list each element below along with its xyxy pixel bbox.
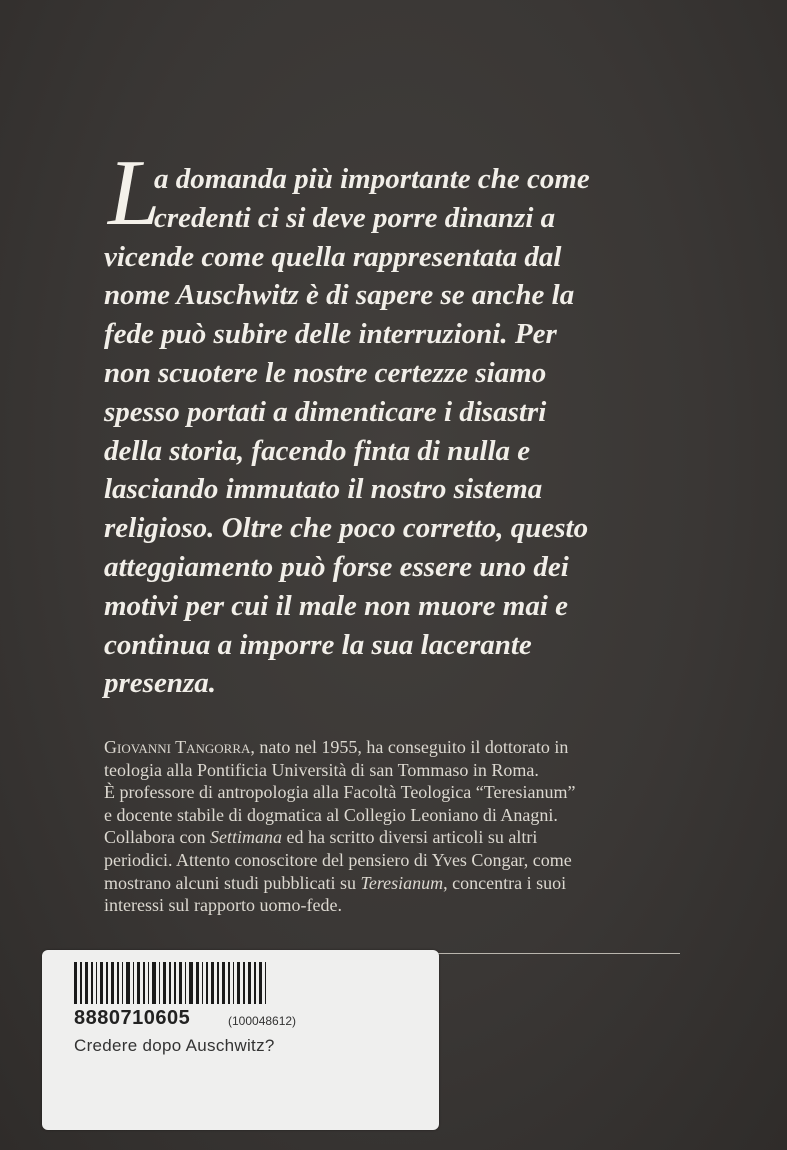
barcode-bar <box>265 962 267 1004</box>
bio-line: interessi sul rapporto uomo-fede. <box>104 895 342 916</box>
barcode-bar <box>202 962 204 1004</box>
barcode-bar <box>96 962 98 1004</box>
barcode-bar <box>122 962 124 1004</box>
barcode-bar <box>117 962 119 1004</box>
barcode-bar <box>137 962 140 1004</box>
quote-line: vicende come quella rappresentata dal <box>104 240 562 273</box>
barcode-bar <box>237 962 240 1004</box>
barcode-bar <box>259 962 262 1004</box>
barcode-bar <box>211 962 214 1004</box>
quote-line: della storia, facendo finta di nulla e <box>104 434 531 467</box>
barcode-bar <box>248 962 251 1004</box>
quote-line: motivi per cui il male non muore mai e <box>104 589 568 622</box>
quote-line: fede può subire delle interruzioni. Per <box>104 318 557 351</box>
quote-line: spesso portati a dimenticare i disastri <box>104 395 547 428</box>
quote-line: non scuotere le nostre certezze siamo <box>104 356 547 389</box>
barcode-bar <box>74 962 77 1004</box>
author-name: Giovanni Tangorra <box>104 737 251 757</box>
author-bio <box>104 736 684 917</box>
bio-line: periodici. Attento conoscitore del pensiero di Yves Congar, come <box>104 849 572 870</box>
barcode-bar <box>80 962 82 1004</box>
periodical-title: Settimana <box>209 827 282 848</box>
barcode-bar <box>143 962 145 1004</box>
bio-line: teologia alla Pontificia Università di san Tommaso in Roma. <box>104 759 539 780</box>
quote-line: continua a imporre la sua lacerante <box>104 628 532 661</box>
barcode-bar <box>126 962 129 1004</box>
barcode-bar <box>243 962 245 1004</box>
barcode-bar <box>189 962 192 1004</box>
barcode-bar <box>254 962 256 1004</box>
bio-line: mostrano alcuni studi pubblicati su Teresianum, concentra i suoi <box>104 872 567 893</box>
bio-line: Collabora con Settimana ed ha scritto diversi articoli su altri <box>104 827 538 848</box>
stock-code: (100048612) <box>228 1014 297 1028</box>
barcode-bar <box>185 962 187 1004</box>
barcode-bar <box>174 962 176 1004</box>
barcode-bar <box>196 962 199 1004</box>
bio-line: e docente stabile di dogmatica al Collegio Leoniano di Anagni. <box>104 804 558 825</box>
periodical-title: Teresianum <box>360 872 444 893</box>
quote-line: lasciando immutato il nostro sistema <box>104 473 543 506</box>
barcode-bar <box>152 962 155 1004</box>
barcode-bar <box>217 962 219 1004</box>
barcode-bar <box>100 962 103 1004</box>
barcode-bar <box>228 962 230 1004</box>
barcode-bar <box>233 962 235 1004</box>
isbn-number: 8880710605 <box>74 1007 191 1029</box>
barcode-sticker <box>42 950 439 1130</box>
divider-rule <box>436 953 680 954</box>
barcode-bar <box>163 962 166 1004</box>
quote-line: nome Auschwitz è di sapere se anche la <box>104 279 575 312</box>
sticker-title: Credere dopo Auschwitz? <box>74 1036 275 1055</box>
barcode-bar <box>179 962 182 1004</box>
quote-line: presenza. <box>104 667 216 700</box>
drop-cap: L <box>108 141 161 245</box>
barcode-bar <box>222 962 225 1004</box>
barcode-bar <box>133 962 135 1004</box>
quote-line: religioso. Oltre che poco corretto, questo <box>104 512 589 545</box>
quote-line: credenti ci si deve porre dinanzi a <box>154 201 556 234</box>
barcode <box>74 962 298 1004</box>
barcode-bar <box>159 962 161 1004</box>
barcode-bar <box>91 962 93 1004</box>
barcode-bar <box>106 962 108 1004</box>
back-cover-quote <box>104 160 704 703</box>
quote-line: a domanda più importante che come <box>154 163 590 195</box>
barcode-bar <box>85 962 88 1004</box>
barcode-bar <box>206 962 208 1004</box>
barcode-bar <box>169 962 171 1004</box>
bio-line: È professore di antropologia alla Facoltà Teologica “Teresianum” <box>104 782 576 803</box>
quote-line: atteggiamento può forse essere uno dei <box>104 550 569 583</box>
bio-line: Giovanni Tangorra, nato nel 1955, ha conseguito il dottorato in <box>104 737 569 757</box>
barcode-bar <box>148 962 150 1004</box>
barcode-bar <box>111 962 114 1004</box>
